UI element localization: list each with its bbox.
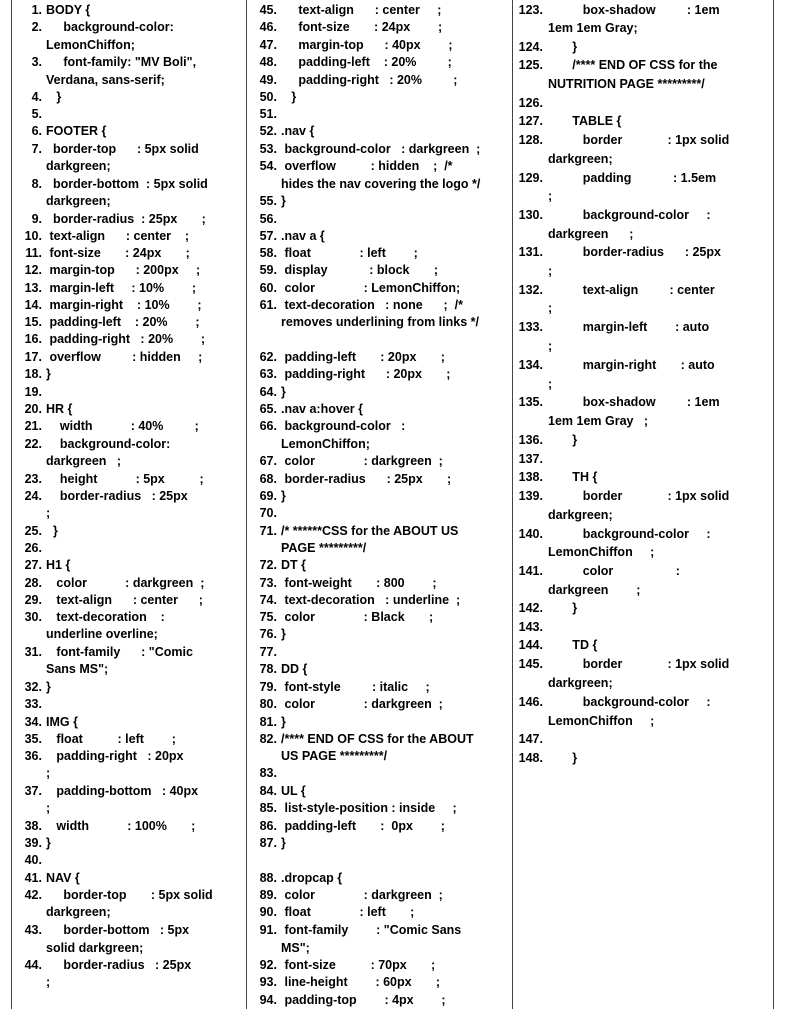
line-number: 148. [518,751,543,765]
line-code: padding-left : 20% ; [46,315,200,329]
line-number: 145. [518,657,543,671]
line-code: display : block ; [281,263,438,277]
line-number: 63. [259,367,277,381]
line-code: padding-left : 0px ; [281,819,445,833]
line-number: 144. [518,638,543,652]
line-code: underline overline; [46,627,158,641]
line-code: H1 { [46,558,71,572]
line-number: 142. [518,601,543,615]
line-number: 30. [24,610,42,624]
line-number: 123. [518,3,543,17]
line-number: 128. [518,133,543,147]
line-code: background-color : [548,527,711,541]
line-number: 41. [24,871,42,885]
line-code: margin-right : 10% ; [46,298,202,312]
line-number: 13. [24,281,42,295]
line-number: 85. [259,801,277,815]
line-code: list-style-position : inside ; [281,801,457,815]
line-number: 9. [31,212,42,226]
line-code: } [281,194,286,208]
line-number: 36. [24,749,42,763]
line-code: darkgreen ; [548,583,641,597]
line-number: 57. [259,229,277,243]
line-code: font-size : 24px ; [281,20,443,34]
line-code: darkgreen; [548,152,613,166]
line-code: box-shadow : 1em [548,395,720,409]
line-number: 52. [259,124,277,138]
line-code: height : 5px ; [46,472,204,486]
line-number: 72. [259,558,277,572]
line-code: margin-right : auto [548,358,715,372]
line-code: } [281,489,286,503]
line-number: 25. [24,524,42,538]
line-code: NUTRITION PAGE *********/ [548,77,705,91]
line-number: 91. [259,923,277,937]
line-code: TABLE { [548,114,622,128]
line-code: background-color : darkgreen ; [281,142,481,156]
code-column-3 [512,0,774,1009]
line-code: DT { [281,558,306,572]
line-code: ; [548,264,553,278]
line-code: darkgreen ; [548,227,634,241]
line-code: font-family : "Comic Sans [281,923,462,937]
line-code: TD { [548,638,598,652]
line-code: margin-top : 40px ; [281,38,453,52]
line-number: 92. [259,958,277,972]
line-number: 43. [24,923,42,937]
line-number: 134. [518,358,543,372]
line-code: /**** END OF CSS for the [548,58,718,72]
line-code: color : LemonChiffon; [281,281,461,295]
line-code: border : 1px solid [548,489,730,503]
line-code: text-decoration : [46,610,165,624]
line-code: text-decoration : none ; /* [281,298,463,312]
line-code: .nav { [281,124,315,138]
line-code: padding-top : 4px ; [281,993,446,1007]
line-code: } [548,601,578,615]
line-number: 2. [31,20,42,34]
line-code: 1em 1em Gray ; [548,414,649,428]
line-code: hides the nav covering the logo */ [281,177,481,191]
line-number: 93. [259,975,277,989]
line-code: 1em 1em Gray; [548,21,638,35]
line-number: 4. [31,90,42,104]
line-code: PAGE *********/ [281,541,367,555]
line-code: line-height : 60px ; [281,975,441,989]
line-number: 46. [259,20,277,34]
line-number: 18. [24,367,42,381]
line-code: .nav a { [281,229,325,243]
line-number: 66. [259,419,277,433]
line-code: text-align : center ; [46,229,190,243]
line-code: LemonChiffon ; [548,545,655,559]
line-number: 20. [24,402,42,416]
line-code: border-radius : 25px [548,245,721,259]
line-number: 146. [518,695,543,709]
line-number: 51. [259,107,277,121]
line-number: 78. [259,662,277,676]
line-number: 14. [24,298,42,312]
line-code: solid darkgreen; [46,941,144,955]
line-number: 77. [259,645,277,659]
line-code: Sans MS"; [46,662,109,676]
line-code: border-top : 5px solid [46,142,199,156]
line-code: font-size : 70px ; [281,958,436,972]
line-code: removes underlining from links */ [281,315,479,329]
line-code: NAV { [46,871,80,885]
line-number: 15. [24,315,42,329]
line-number: 59. [259,263,277,277]
line-code: width : 40% ; [46,419,199,433]
line-code: .nav a:hover { [281,402,363,416]
line-number: 90. [259,905,277,919]
line-code: font-size : 24px ; [46,246,190,260]
line-code: padding-right : 20px ; [281,367,451,381]
line-code: font-family: "MV Boli", [46,55,197,69]
line-code: padding-right : 20% ; [281,73,458,87]
line-number: 74. [259,593,277,607]
line-code: margin-left : 10% ; [46,281,197,295]
line-number: 24. [24,489,42,503]
line-code: background-color: [46,437,171,451]
line-number: 76. [259,627,277,641]
line-code: } [548,40,578,54]
line-code: border-radius : 25px ; [281,472,452,486]
line-number: 69. [259,489,277,503]
line-number: 47. [259,38,277,52]
line-number: 139. [518,489,543,503]
line-number: 56. [259,212,277,226]
line-number: 12. [24,263,42,277]
line-number: 61. [259,298,277,312]
line-number: 81. [259,715,277,729]
line-code: padding-right : 20px [46,749,184,763]
line-code: } [46,836,51,850]
line-number: 33. [24,697,42,711]
line-number: 3. [31,55,42,69]
line-number: 21. [24,419,42,433]
line-code: border-radius : 25px [46,489,188,503]
line-number: 136. [518,433,543,447]
line-code: /**** END OF CSS for the ABOUT [281,732,474,746]
line-code: background-color : [281,419,406,433]
line-number: 94. [259,993,277,1007]
line-code: darkgreen; [46,159,111,173]
line-code: BODY { [46,3,91,17]
line-number: 80. [259,697,277,711]
line-number: 38. [24,819,42,833]
line-code: } [281,836,286,850]
line-code: ; [548,301,553,315]
line-code: color : darkgreen ; [281,888,443,902]
line-code: LemonChiffon; [46,38,135,52]
line-code: text-align : center [548,283,715,297]
line-number: 22. [24,437,42,451]
line-code: /* ******CSS for the ABOUT US [281,524,459,538]
line-code: } [46,680,51,694]
line-number: 29. [24,593,42,607]
line-number: 83. [259,766,277,780]
line-code: IMG { [46,715,78,729]
line-number: 49. [259,73,277,87]
line-code: color : darkgreen ; [281,697,443,711]
line-number: 71. [259,524,277,538]
line-code: text-decoration : underline ; [281,593,461,607]
line-number: 40. [24,853,42,867]
line-number: 60. [259,281,277,295]
line-code: UL { [281,784,306,798]
line-code: border-bottom : 5px solid [46,177,208,191]
line-number: 16. [24,332,42,346]
line-number: 132. [518,283,543,297]
line-number: 138. [518,470,543,484]
line-code: border-top : 5px solid [46,888,213,902]
line-code: font-weight : 800 ; [281,576,437,590]
line-number: 87. [259,836,277,850]
line-number: 54. [259,159,277,173]
line-number: 125. [518,58,543,72]
line-code: padding : 1.5em [548,171,717,185]
line-code: font-family : "Comic [46,645,193,659]
line-number: 127. [518,114,543,128]
line-code: DD { [281,662,308,676]
line-number: 11. [25,246,42,260]
line-code: padding-bottom : 40px [46,784,199,798]
line-code: } [548,751,578,765]
line-number: 39. [24,836,42,850]
line-number: 62. [259,350,277,364]
line-code: float : left ; [46,732,176,746]
line-code: } [281,385,286,399]
line-code: color : darkgreen ; [281,454,443,468]
line-code: MS"; [281,941,310,955]
line-number: 32. [24,680,42,694]
line-number: 124. [518,40,543,54]
line-code: padding-left : 20px ; [281,350,445,364]
line-number: 64. [259,385,277,399]
line-code: border-radius : 25px [46,958,192,972]
line-code: .dropcap { [281,871,343,885]
line-number: 42. [24,888,42,902]
line-code: padding-left : 20% ; [281,55,452,69]
line-number: 133. [518,320,543,334]
line-code: LemonChiffon; [281,437,370,451]
line-code: border : 1px solid [548,657,730,671]
line-code: Verdana, sans-serif; [46,73,165,87]
line-code: overflow : hidden ; /* [281,159,453,173]
line-code: ; [46,801,51,815]
line-number: 88. [259,871,277,885]
line-code: } [46,367,51,381]
line-code: } [281,627,286,641]
line-code: } [281,90,297,104]
line-code: ; [46,766,51,780]
line-number: 126. [518,96,543,110]
line-code: overflow : hidden ; [46,350,203,364]
line-number: 129. [518,171,543,185]
line-code: background-color: [46,20,174,34]
line-code: darkgreen; [548,676,613,690]
line-number: 135. [518,395,543,409]
line-number: 8. [31,177,42,191]
line-code: font-style : italic ; [281,680,430,694]
line-code: LemonChiffon ; [548,714,655,728]
line-number: 53. [259,142,277,156]
line-number: 65. [259,402,277,416]
line-number: 27. [24,558,42,572]
line-code: color : Black ; [281,610,434,624]
line-code: TH { [548,470,598,484]
line-number: 7. [31,142,42,156]
line-number: 10. [24,229,42,243]
line-code: color : [548,564,680,578]
line-code: border-bottom : 5px [46,923,190,937]
line-code: darkgreen; [46,194,111,208]
line-number: 50. [259,90,277,104]
code-column-1 [11,0,246,1009]
line-code: } [548,433,578,447]
line-number: 6. [31,124,42,138]
line-code: darkgreen; [548,508,613,522]
line-number: 130. [518,208,543,222]
line-number: 58. [259,246,277,260]
line-code: color : darkgreen ; [46,576,205,590]
line-code: darkgreen ; [46,454,122,468]
line-number: 5. [31,107,42,121]
line-number: 86. [259,819,277,833]
line-code: US PAGE *********/ [281,749,388,763]
line-number: 37. [24,784,42,798]
line-number: 147. [518,732,543,746]
line-number: 89. [259,888,277,902]
line-number: 34. [24,715,42,729]
line-code: text-align : center ; [281,3,442,17]
line-number: 82. [259,732,277,746]
line-number: 1. [31,3,42,17]
line-number: 68. [259,472,277,486]
line-code: ; [46,506,51,520]
line-code: background-color : [548,208,711,222]
line-number: 28. [24,576,42,590]
line-code: float : left ; [281,246,418,260]
line-code: padding-right : 20% ; [46,332,206,346]
line-number: 137. [518,452,543,466]
line-number: 67. [259,454,277,468]
line-code: border : 1px solid [548,133,730,147]
line-number: 131. [518,245,543,259]
line-number: 31. [24,645,42,659]
line-number: 17. [24,350,42,364]
line-number: 45. [259,3,277,17]
line-number: 73. [259,576,277,590]
line-code: ; [548,377,553,391]
line-number: 70. [259,506,277,520]
line-code: darkgreen; [46,905,111,919]
line-code: ; [548,339,553,353]
line-number: 143. [518,620,543,634]
line-number: 44. [24,958,42,972]
line-number: 48. [259,55,277,69]
line-number: 141. [518,564,543,578]
line-code: background-color : [548,695,711,709]
line-code: } [46,524,58,538]
line-code: border-radius : 25px ; [46,212,206,226]
line-code: ; [46,975,51,989]
line-code: box-shadow : 1em [548,3,720,17]
line-number: 19. [24,385,42,399]
line-number: 35. [24,732,42,746]
line-number: 23. [24,472,42,486]
line-code: text-align : center ; [46,593,203,607]
line-code: } [281,715,286,729]
line-number: 79. [259,680,277,694]
line-number: 75. [259,610,277,624]
line-code: } [46,90,62,104]
code-column-2 [246,0,512,1009]
line-code: margin-top : 200px ; [46,263,201,277]
line-code: ; [548,189,553,203]
line-code: FOOTER { [46,124,107,138]
line-number: 55. [259,194,277,208]
line-number: 84. [259,784,277,798]
line-code: width : 100% ; [46,819,196,833]
line-code: float : left ; [281,905,415,919]
line-code: margin-left : auto [548,320,710,334]
line-number: 140. [518,527,543,541]
line-code: HR { [46,402,73,416]
line-number: 26. [24,541,42,555]
